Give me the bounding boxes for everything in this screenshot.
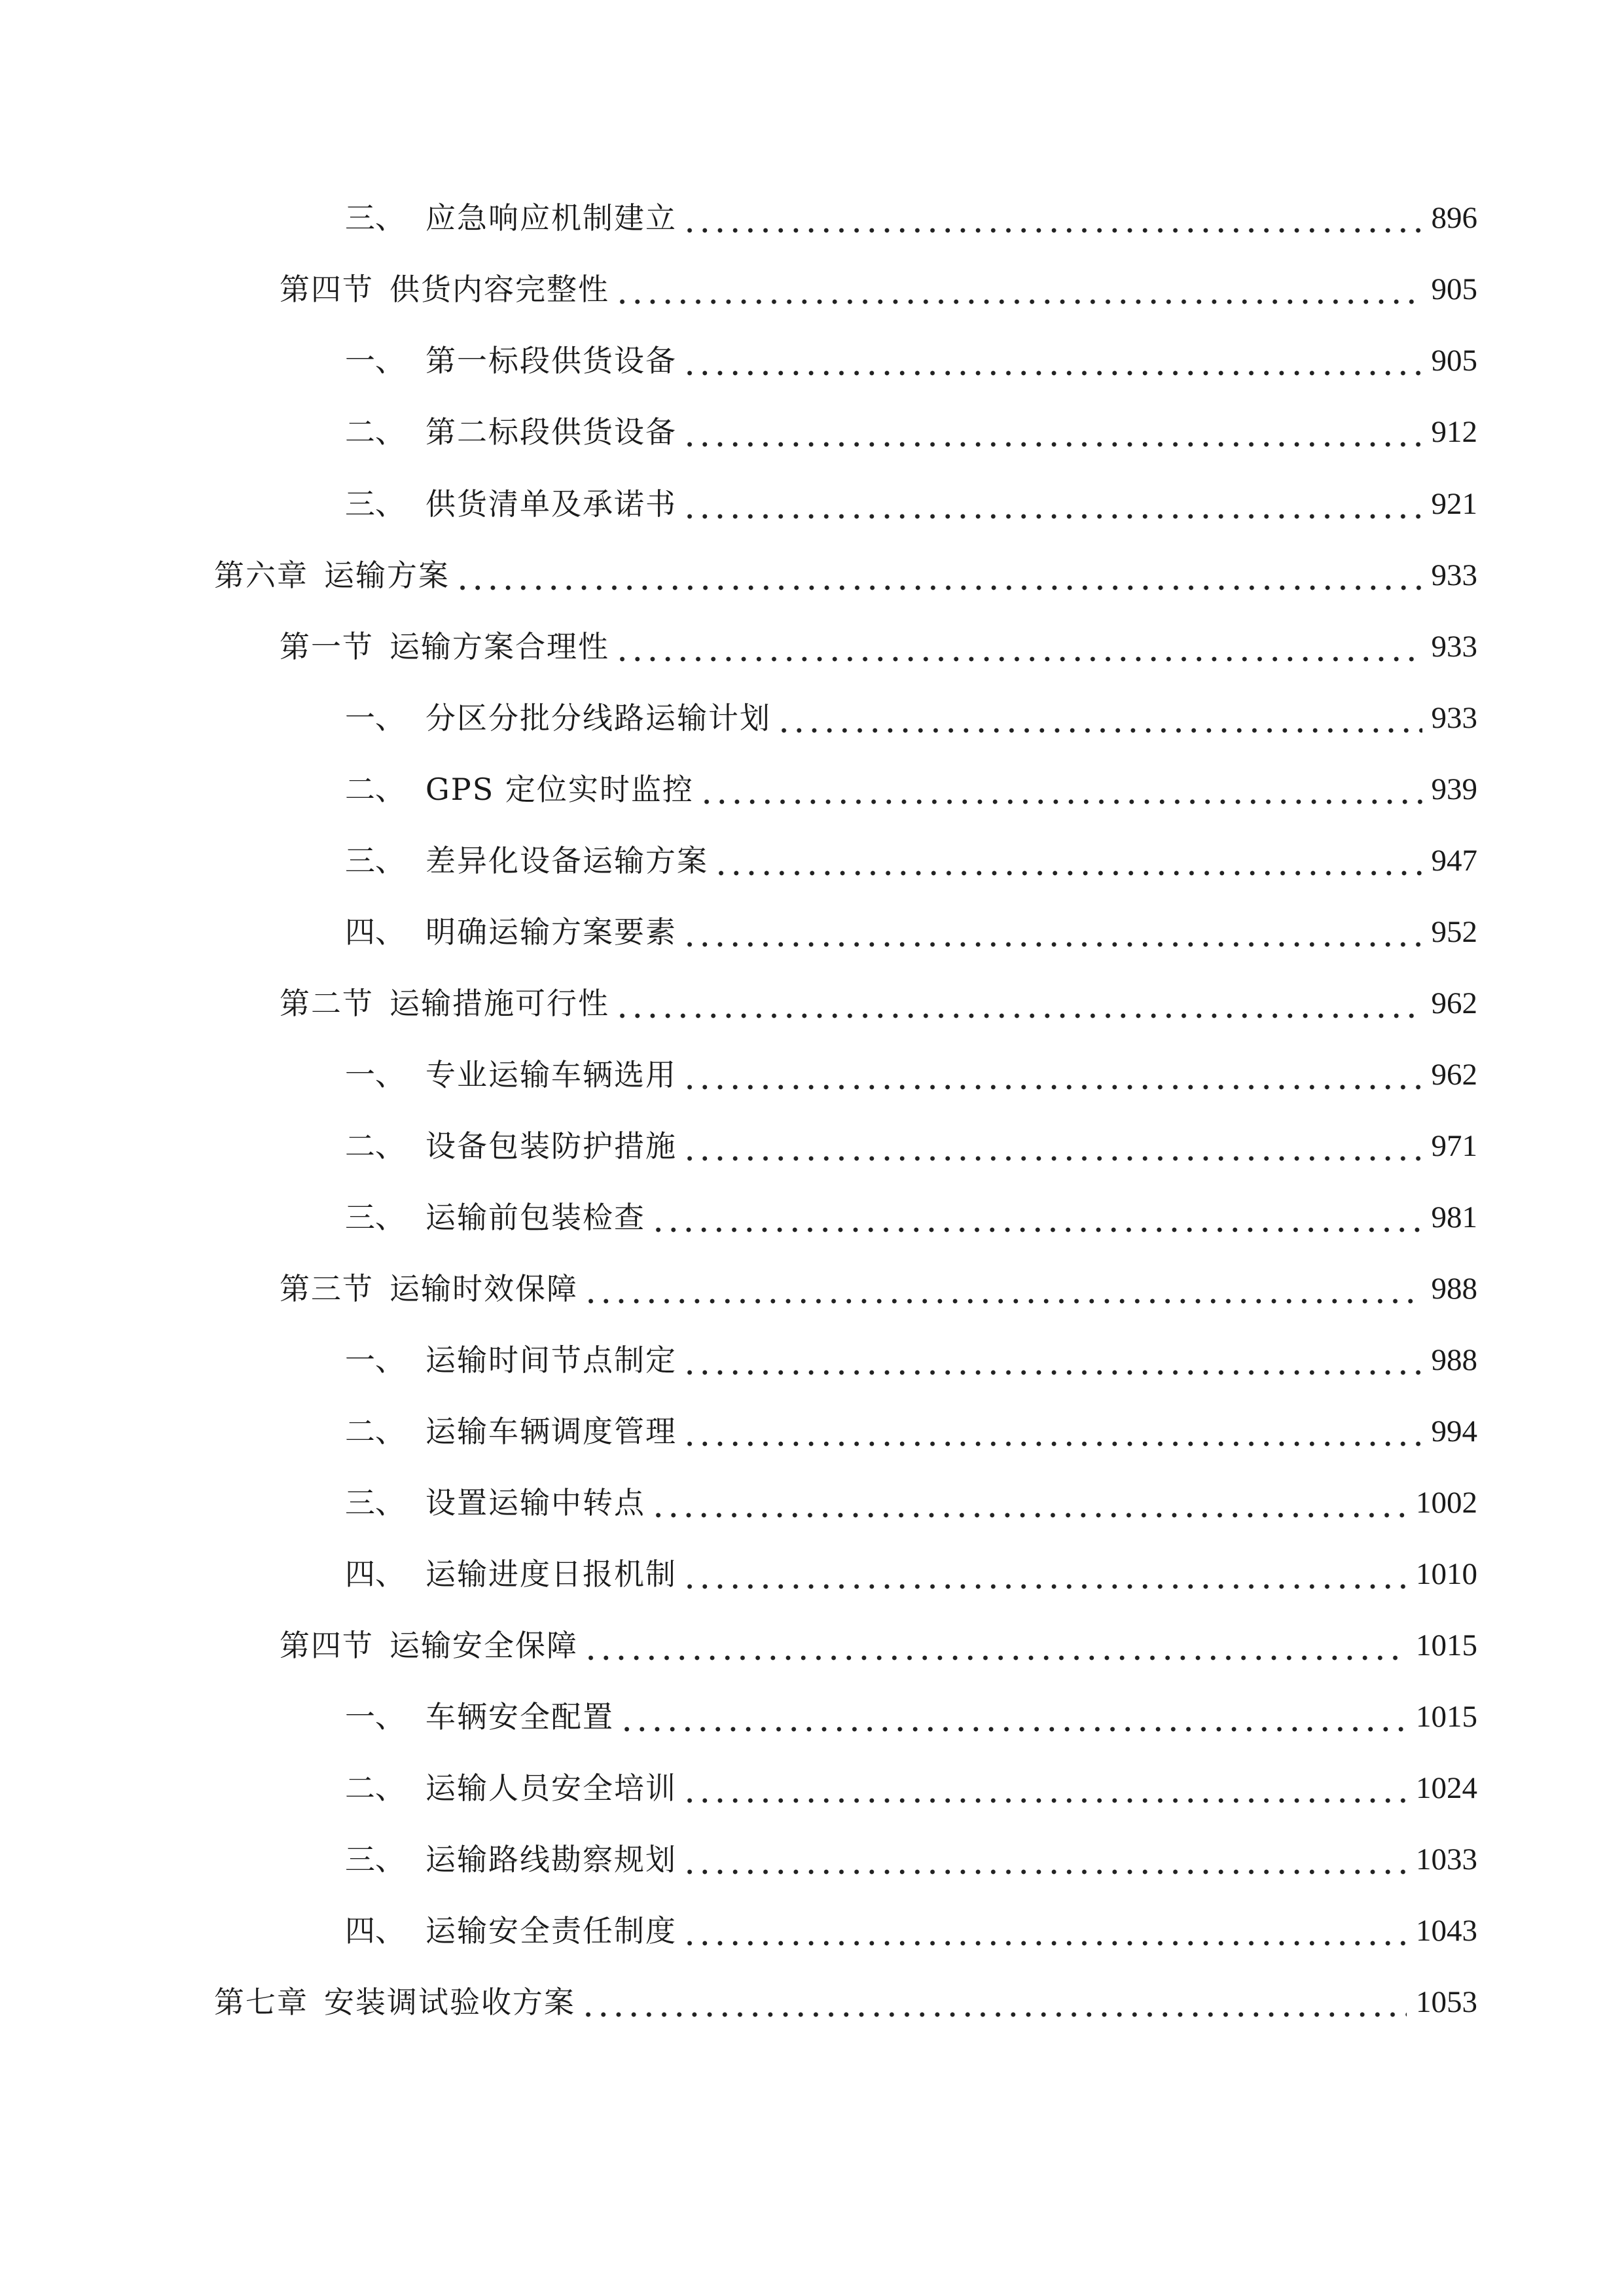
toc-item[interactable] (345, 1837, 1477, 1882)
toc-chapter-label: 第七章 (214, 1984, 308, 2020)
toc-page-number: 896 (1431, 201, 1477, 235)
toc-item-title: 供货清单及承诺书 (425, 486, 677, 522)
toc-page-number: 952 (1431, 915, 1477, 949)
toc-section[interactable] (280, 266, 1477, 312)
toc-section-title: 运输安全保障 (389, 1628, 578, 1663)
toc-item-title: 专业运输车辆选用 (425, 1057, 677, 1092)
dot-leader (699, 766, 1422, 812)
dot-leader (682, 1551, 1407, 1597)
toc-item-title: 运输路线勘察规划 (425, 1842, 677, 1877)
dot-leader (682, 195, 1422, 241)
toc-section-title: 供货内容完整性 (389, 272, 609, 307)
toc-item-number: 三、 (345, 1485, 405, 1520)
toc-section-label: 第二节 (280, 986, 374, 1021)
dot-leader (615, 624, 1422, 670)
toc-item-title: 差异化设备运输方案 (425, 843, 708, 878)
toc-item-number: 三、 (345, 486, 405, 522)
toc-item[interactable] (345, 1765, 1477, 1811)
toc-page-number: 939 (1431, 772, 1477, 806)
toc-page-number: 971 (1431, 1129, 1477, 1163)
toc-item-title: 分区分批分线路运输计划 (425, 700, 771, 736)
toc-page-number: 933 (1431, 558, 1477, 592)
toc-section-title: 运输方案合理性 (389, 629, 609, 664)
toc-page-number: 1033 (1416, 1842, 1477, 1876)
toc-section-label: 第四节 (280, 1628, 374, 1663)
dot-leader (713, 838, 1422, 884)
dot-leader (651, 1480, 1407, 1526)
toc-item-title: 设备包装防护措施 (425, 1128, 677, 1164)
toc-chapter-title: 运输方案 (324, 558, 450, 593)
toc-section[interactable] (280, 1623, 1477, 1668)
toc-item[interactable] (345, 1337, 1477, 1383)
toc-page-number: 933 (1431, 701, 1477, 735)
toc-page-number: 1024 (1416, 1771, 1477, 1805)
toc-item-number: 一、 (345, 1057, 405, 1092)
dot-leader (682, 1765, 1407, 1811)
dot-leader (583, 1623, 1407, 1668)
toc-page-number: 1015 (1416, 1628, 1477, 1662)
dot-leader (619, 1694, 1407, 1740)
dot-leader (682, 1408, 1422, 1454)
toc-item[interactable] (345, 409, 1477, 455)
toc-item[interactable] (345, 909, 1477, 955)
toc-item-number: 四、 (345, 1556, 405, 1592)
toc-chapter-title: 安装调试验收方案 (324, 1984, 575, 2020)
toc-item-number: 三、 (345, 843, 405, 878)
dot-leader (776, 695, 1422, 741)
toc-item[interactable] (345, 695, 1477, 741)
toc-item[interactable] (345, 1551, 1477, 1597)
toc-item[interactable] (345, 1194, 1477, 1240)
toc-page-number: 905 (1431, 272, 1477, 306)
toc-item[interactable] (345, 766, 1477, 812)
toc-item-number: 二、 (345, 1128, 405, 1164)
toc-page-number: 994 (1431, 1414, 1477, 1448)
toc-page-number: 912 (1431, 415, 1477, 449)
toc-item-title: 运输安全责任制度 (425, 1913, 677, 1948)
toc-item-number: 一、 (345, 700, 405, 736)
dot-leader (682, 1052, 1422, 1098)
toc-item-number: 二、 (345, 772, 405, 807)
toc-page-number: 905 (1431, 344, 1477, 378)
toc-section-label: 第四节 (280, 272, 374, 307)
toc-item-title: 第二标段供货设备 (425, 414, 677, 450)
toc-section[interactable] (280, 980, 1477, 1026)
toc-page-number: 1053 (1416, 1985, 1477, 2019)
toc-page-number: 988 (1431, 1272, 1477, 1306)
toc-page-number: 1015 (1416, 1700, 1477, 1734)
toc-item[interactable] (345, 1052, 1477, 1098)
toc-section[interactable] (280, 1266, 1477, 1312)
dot-leader (615, 266, 1422, 312)
toc-item[interactable] (345, 1123, 1477, 1169)
dot-leader (583, 1266, 1422, 1312)
toc-item-number: 四、 (345, 914, 405, 950)
toc-item-number: 三、 (345, 1200, 405, 1235)
toc-item[interactable] (345, 1908, 1477, 1954)
toc-item-number: 二、 (345, 1770, 405, 1806)
toc-section-label: 第三节 (280, 1271, 374, 1306)
toc-item[interactable] (345, 1408, 1477, 1454)
toc-section-title: 运输措施可行性 (389, 986, 609, 1021)
dot-leader (682, 1123, 1422, 1169)
toc-chapter[interactable] (214, 552, 1477, 598)
toc-item-number: 一、 (345, 1699, 405, 1734)
toc-item-number: 三、 (345, 200, 405, 236)
toc-item-title: 第一标段供货设备 (425, 343, 677, 378)
dot-leader (682, 1337, 1422, 1383)
dot-leader (581, 1979, 1407, 2025)
toc-item[interactable] (345, 838, 1477, 884)
dot-leader (615, 980, 1422, 1026)
toc-page-number: 921 (1431, 487, 1477, 521)
dot-leader (682, 909, 1422, 955)
toc-page-number: 947 (1431, 844, 1477, 878)
toc-page-number: 981 (1431, 1200, 1477, 1234)
toc-item-number: 四、 (345, 1913, 405, 1948)
dot-leader (682, 1837, 1407, 1882)
toc-item-title: 应急响应机制建立 (425, 200, 677, 236)
toc-item-title: 设置运输中转点 (425, 1485, 645, 1520)
toc-item-number: 二、 (345, 1414, 405, 1449)
toc-chapter-label: 第六章 (214, 558, 308, 593)
toc-item-title: 运输前包装检查 (425, 1200, 645, 1235)
toc-item[interactable] (345, 338, 1477, 384)
dot-leader (455, 552, 1422, 598)
toc-page-number: 933 (1431, 630, 1477, 664)
toc-page-number: 962 (1431, 1058, 1477, 1092)
toc-item-title: 明确运输方案要素 (425, 914, 677, 950)
toc-page-number: 962 (1431, 986, 1477, 1020)
toc-item-number: 一、 (345, 343, 405, 378)
toc-item-title: 车辆安全配置 (425, 1699, 614, 1734)
toc-item-number: 一、 (345, 1342, 405, 1378)
dot-leader (682, 338, 1422, 384)
toc-page-number: 988 (1431, 1343, 1477, 1377)
toc-item-title: 运输进度日报机制 (425, 1556, 677, 1592)
toc-item[interactable] (345, 195, 1477, 241)
toc-item-title: 运输时间节点制定 (425, 1342, 677, 1378)
toc-page-number: 1002 (1416, 1486, 1477, 1520)
toc-item[interactable] (345, 481, 1477, 527)
toc-item-title: GPS 定位实时监控 (425, 772, 694, 807)
toc-item-title: 运输车辆调度管理 (425, 1414, 677, 1449)
dot-leader (682, 481, 1422, 527)
toc-chapter[interactable] (214, 1979, 1477, 2025)
toc-page-number: 1043 (1416, 1914, 1477, 1948)
toc-page-number: 1010 (1416, 1557, 1477, 1591)
dot-leader (682, 1908, 1407, 1954)
toc-item[interactable] (345, 1694, 1477, 1740)
toc-item[interactable] (345, 1480, 1477, 1526)
toc-section-label: 第一节 (280, 629, 374, 664)
toc-section-title: 运输时效保障 (389, 1271, 578, 1306)
toc-section[interactable] (280, 624, 1477, 670)
toc-item-number: 二、 (345, 414, 405, 450)
dot-leader (651, 1194, 1422, 1240)
toc-item-number: 三、 (345, 1842, 405, 1877)
toc-item-title: 运输人员安全培训 (425, 1770, 677, 1806)
dot-leader (682, 409, 1422, 455)
